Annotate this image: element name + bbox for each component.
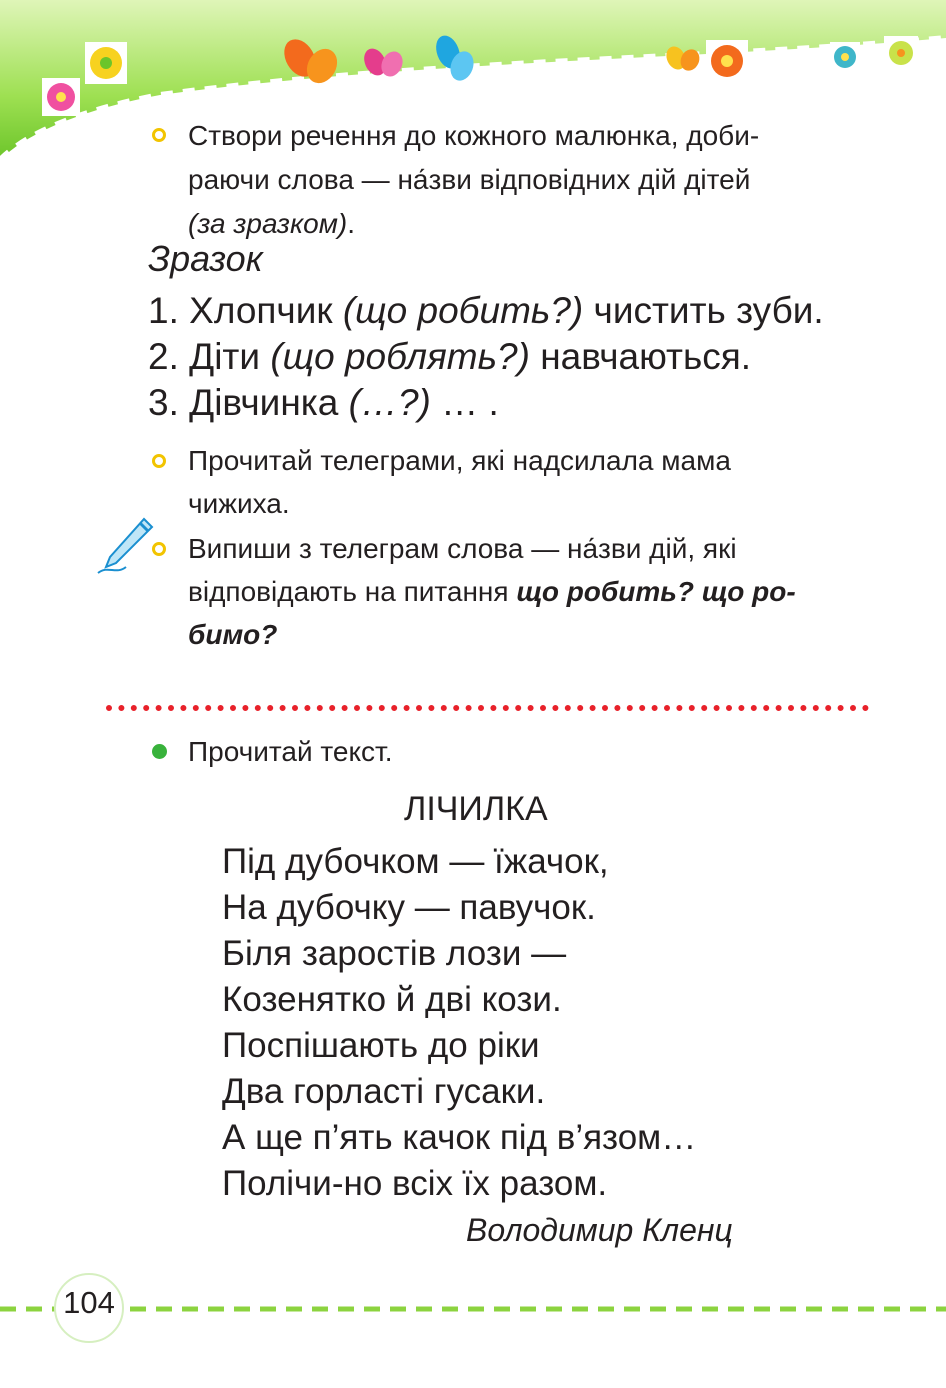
bullet-green xyxy=(152,744,167,759)
task1-line xyxy=(188,202,872,246)
flower-icon xyxy=(42,78,80,116)
bullet-yellow xyxy=(152,454,166,468)
bullet-yellow xyxy=(152,128,166,142)
task4-text: Прочитай текст. xyxy=(188,736,393,767)
task1-line: раючи слова — на́зви відповідних дій дітей xyxy=(188,164,751,195)
poem-line: Полічи-но всіх їх разом. xyxy=(222,1164,608,1203)
sample-line-1: 1. Хлопчик (що робить?) чистить зуби. xyxy=(148,290,824,331)
pen-icon xyxy=(96,515,156,577)
task2-text xyxy=(188,439,872,525)
footer-dashed-line xyxy=(0,1270,946,1360)
task1-italic: (за зразком) xyxy=(188,208,348,239)
flower-icon xyxy=(884,36,918,70)
task1-line: Створи речення до кожного малюнка, доби- xyxy=(188,120,760,151)
poem-line: Біля заростів лози — xyxy=(222,934,567,973)
poem-line: А ще п’ять качок під в’язом… xyxy=(222,1118,697,1157)
task3-text xyxy=(188,527,872,656)
poem-line: На дубочку — павучок. xyxy=(222,888,596,927)
sample-title: Зразок xyxy=(148,238,263,279)
sample-line-3: 3. Дівчинка (…?) … . xyxy=(148,382,499,423)
flower-icon xyxy=(830,42,860,72)
page-number: 104 xyxy=(63,1285,115,1320)
task1-text xyxy=(188,114,872,246)
poem-line: Два горласті гусаки. xyxy=(222,1072,546,1111)
flower-icon xyxy=(85,42,127,84)
bullet-yellow xyxy=(152,542,166,556)
poem-line: Під дубочком — їжачок, xyxy=(222,842,609,881)
task3-line: бимо? xyxy=(188,619,278,650)
task3-line: відповідають на питання що робить? що ро- xyxy=(188,576,796,607)
poem-author: Володимир Кленц xyxy=(466,1212,733,1248)
task2-line: чижиха. xyxy=(188,488,290,519)
poem-line: Козенятко й дві кози. xyxy=(222,980,562,1019)
dotted-separator xyxy=(105,700,875,716)
task1-end: . xyxy=(347,208,356,239)
poem-title: ЛІЧИЛКА xyxy=(404,790,548,828)
task3-line: Випиши з телеграм слова — на́зви дій, які xyxy=(188,533,737,564)
flower-icon xyxy=(706,40,748,82)
task2-line: Прочитай телеграми, які надсилала мама xyxy=(188,445,731,476)
sample-line-2: 2. Діти (що роблять?) навчаються. xyxy=(148,336,752,377)
poem-line: Поспішають до ріки xyxy=(222,1026,540,1065)
